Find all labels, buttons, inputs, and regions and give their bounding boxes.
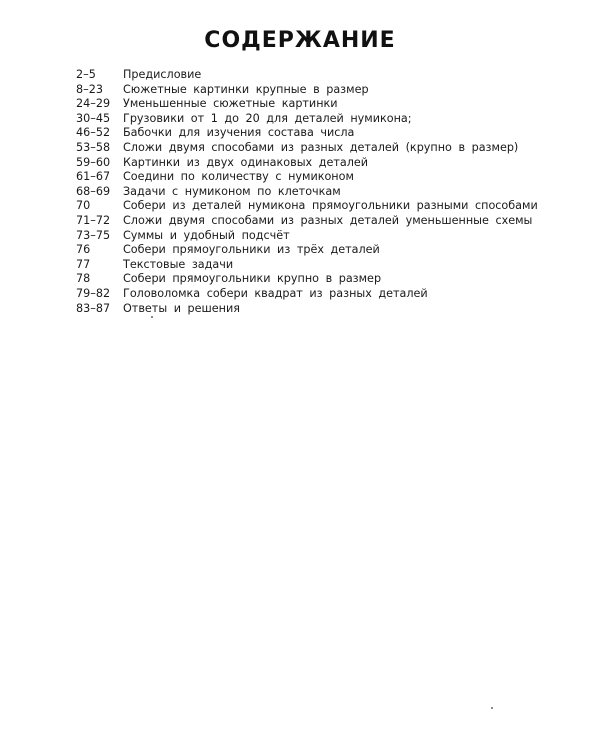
toc-page-range: 46–52: [76, 126, 111, 140]
toc-entry: [76, 199, 576, 214]
toc-label: Бабочки для изучения состава числа: [123, 126, 355, 140]
scan-speck: [151, 316, 153, 318]
toc-page-range: 53–58: [76, 140, 111, 154]
toc-entry: [76, 214, 576, 229]
toc-page-range: 78: [76, 272, 91, 286]
toc-entry: [76, 287, 576, 302]
toc-page-range: 70: [76, 199, 91, 213]
toc-label: Грузовики от 1 до 20 для деталей нумикона;: [123, 111, 412, 125]
toc-page-range: 30–45: [76, 111, 111, 125]
toc-label: Картинки из двух одинаковых деталей: [123, 155, 369, 169]
toc-page-range: 59–60: [76, 155, 111, 169]
toc-entry: [76, 141, 576, 156]
toc-page-range: 79–82: [76, 286, 111, 300]
toc-label: Сложи двумя способами из разных деталей уменьшенные схемы: [123, 213, 533, 227]
toc-label: Ответы и решения: [123, 301, 240, 315]
toc-page-range: 77: [76, 257, 91, 271]
toc-entry: [76, 83, 576, 98]
toc-entry: [76, 68, 576, 83]
toc-page-range: 83–87: [76, 301, 111, 315]
table-of-contents: [76, 68, 576, 316]
toc-entry: [76, 272, 576, 287]
toc-label: Задачи с нумиконом по клеточкам: [123, 184, 341, 198]
toc-label: Сюжетные картинки крупные в размер: [123, 82, 369, 96]
scan-speck: [491, 707, 493, 709]
toc-page-range: 71–72: [76, 213, 111, 227]
toc-entry: [76, 112, 576, 127]
toc-label: Собери прямоугольники из трёх деталей: [123, 243, 380, 257]
toc-entry: [76, 185, 576, 200]
toc-label: Текстовые задачи: [123, 257, 234, 271]
toc-label: Суммы и удобный подсчёт: [123, 228, 290, 242]
toc-label: Соедини по количеству с нумиконом: [123, 170, 354, 184]
toc-entry: [76, 243, 576, 258]
toc-entry: [76, 258, 576, 273]
toc-label: Уменьшенные сюжетные картинки: [123, 97, 338, 111]
toc-page-range: 8–23: [76, 82, 103, 96]
toc-page-range: 73–75: [76, 228, 111, 242]
toc-entry: [76, 156, 576, 171]
toc-entry: [76, 302, 576, 317]
toc-page-range: 2–5: [76, 68, 96, 81]
toc-label: Собери из деталей нумикона прямоугольники разными способами: [123, 199, 538, 213]
toc-entry: [76, 126, 576, 141]
page-title: СОДЕРЖАНИЕ: [204, 28, 396, 53]
toc-page-range: 24–29: [76, 97, 111, 111]
toc-label: Головоломка собери квадрат из разных деталей: [123, 286, 428, 300]
toc-page-range: 76: [76, 243, 91, 257]
toc-label: Сложи двумя способами из разных деталей (крупно в размер): [123, 140, 519, 154]
toc-entry: [76, 97, 576, 112]
toc-entry: [76, 229, 576, 244]
toc-entry: [76, 170, 576, 185]
toc-page-range: 61–67: [76, 170, 111, 184]
toc-page-range: 68–69: [76, 184, 111, 198]
toc-label: Собери прямоугольники крупно в размер: [123, 272, 382, 286]
toc-label: Предисловие: [123, 68, 202, 81]
